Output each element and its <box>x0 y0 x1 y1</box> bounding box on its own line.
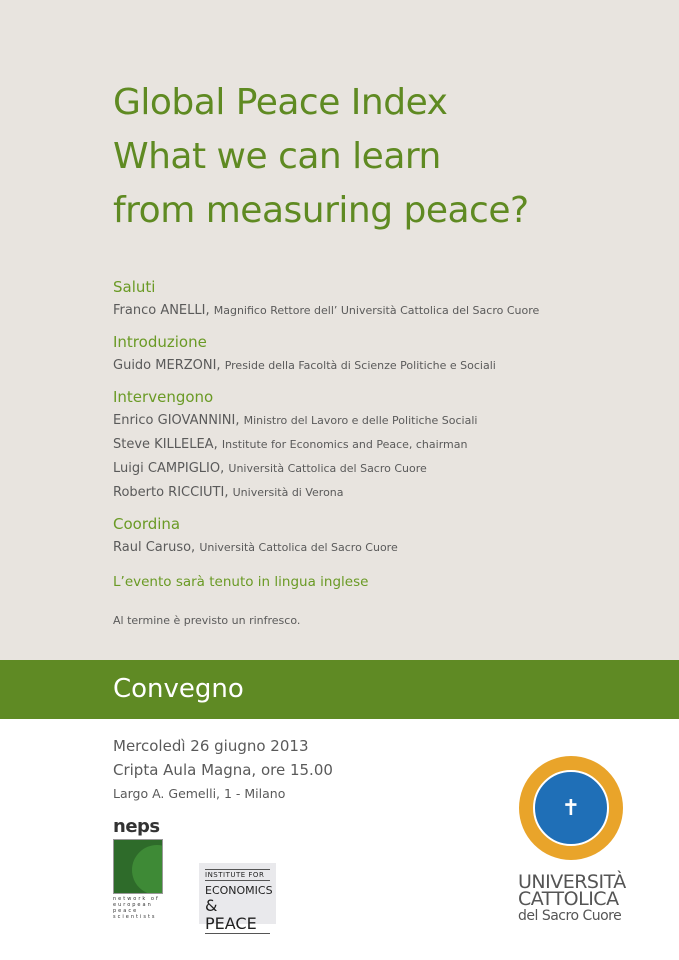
speaker <box>113 538 539 562</box>
speaker <box>113 459 539 483</box>
title-line: What we can learn <box>113 136 441 177</box>
event-address: Largo A. Gemelli, 1 - Milano <box>113 786 286 801</box>
neps-word: neps <box>113 816 160 837</box>
section-heading: Intervengono <box>113 388 214 406</box>
event-place: Cripta Aula Magna, ore 15.00 <box>113 761 333 779</box>
iep-line1: INSTITUTE FOR <box>205 869 270 881</box>
speaker-name: Franco ANELLI, <box>113 303 210 318</box>
iep-line2: ECONOMICS <box>205 884 273 897</box>
speaker <box>113 301 539 325</box>
program <box>113 270 539 627</box>
convegno-band <box>0 660 679 719</box>
speaker-name: Roberto RICCIUTI, <box>113 485 229 500</box>
title-line: Global Peace Index <box>113 82 448 123</box>
speaker-name: Raul Caruso, <box>113 540 196 555</box>
speaker-role: Università Cattolica del Sacro Cuore <box>199 541 398 554</box>
seal-figure-icon: ✝ <box>533 770 609 846</box>
speaker-role: Università di Verona <box>232 486 344 499</box>
section-heading: Introduzione <box>113 333 207 351</box>
speaker-name: Guido MERZONI, <box>113 358 221 373</box>
section-heading: Coordina <box>113 515 181 533</box>
iep-logo <box>199 863 276 933</box>
event-info <box>113 734 333 806</box>
band-label: Convegno <box>113 674 244 704</box>
speaker <box>113 411 539 435</box>
speaker-role: Institute for Economics and Peace, chairman <box>221 438 468 451</box>
europe-globe-icon <box>113 839 163 894</box>
ucsc-logo <box>518 871 626 925</box>
speaker-name: Enrico GIOVANNINI, <box>113 413 240 428</box>
speaker <box>113 435 539 459</box>
speaker-role: Preside della Facoltà di Scienze Politiche e Sociali <box>224 359 496 372</box>
section-heading: Saluti <box>113 278 156 296</box>
ucsc-line2: CATTOLICA <box>518 888 619 910</box>
speaker-role: Università Cattolica del Sacro Cuore <box>228 462 427 475</box>
ucsc-line3: del Sacro Cuore <box>518 908 622 924</box>
iep-line3: & PEACE <box>205 897 270 934</box>
closing-note: Al termine è previsto un rinfresco. <box>113 614 301 627</box>
ucsc-line1: UNIVERSITÀ <box>518 871 626 893</box>
title-line: from measuring peace? <box>113 190 529 231</box>
neps-logo <box>113 816 173 920</box>
university-seal-icon <box>519 756 623 860</box>
speaker <box>113 483 539 507</box>
speaker-name: Steve KILLELEA, <box>113 437 218 452</box>
poster-title <box>113 76 529 238</box>
speaker-role: Magnifico Rettore dell’ Università Cattolica del Sacro Cuore <box>213 304 540 317</box>
event-date: Mercoledì 26 giugno 2013 <box>113 737 309 755</box>
neps-tagline: network of european peace scientists <box>113 896 160 920</box>
speaker <box>113 356 539 380</box>
speaker-role: Ministro del Lavoro e delle Politiche Sociali <box>243 414 478 427</box>
language-note: L’evento sarà tenuto in lingua inglese <box>113 574 369 590</box>
speaker-name: Luigi CAMPIGLIO, <box>113 461 225 476</box>
